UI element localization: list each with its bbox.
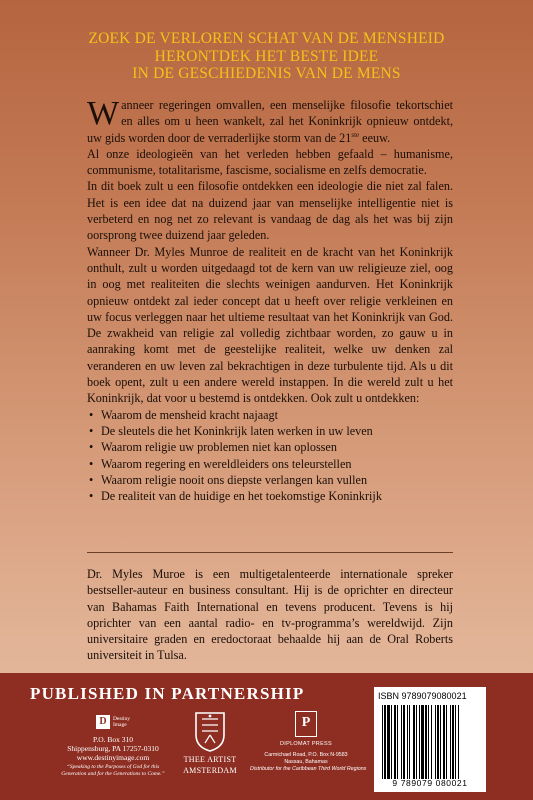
list-item: • Waarom regering en wereldleiders ons teleurstellen bbox=[87, 456, 453, 472]
diplomat-address-line-1: Carmichael Road, P.O. Box N-9583 bbox=[264, 752, 348, 758]
list-item: • Waarom de mensheid kracht najaagt bbox=[87, 407, 453, 423]
thee-artist-name-line-2: AMSTERDAM bbox=[183, 766, 237, 775]
thee-artist-name-line-1: THEE ARTIST bbox=[183, 755, 237, 764]
list-item: • De sleutels die het Koninkrijk laten werken in uw leven bbox=[87, 423, 453, 439]
headline bbox=[0, 30, 533, 83]
isbn-barcode-box bbox=[374, 687, 486, 792]
destiny-website: www.destinyimage.com bbox=[76, 753, 150, 762]
blurb-p1-end: eeuw. bbox=[359, 130, 391, 145]
destiny-image-mark: D bbox=[96, 715, 110, 729]
diplomat-press-publisher bbox=[250, 711, 367, 772]
destiny-address-line-1: P.O. Box 310 bbox=[92, 735, 133, 744]
destiny-image-publisher bbox=[58, 715, 168, 777]
list-item: • Waarom religie uw problemen niet kan oplossen bbox=[87, 439, 453, 455]
blurb-paragraph-1 bbox=[87, 97, 453, 146]
blurb-paragraph-4: Wanneer Dr. Myles Munroe de realiteit en de kracht van het Koninkrijk onthult, zult u worden uitgedaagd tot de kern van uw religieuze ziel, oog in oog met realiteiten die slechts weinigen aandurven. Het Koninkrijk opnieuw ontdekt zal ieder concept dat u heeft over religie verkleinen en uw focus verleggen naar het ultieme resultaat van het Koninkrijk van God. De zwakheid van religie zal volledig zichtbaar worden, zo gauw u in aanraking komt met de geestelijke realiteit, welke uw denken zal veranderen en uw leven zal bekrachtigen in deze turbulente tijd. Als u dit boek opent, zult u een andere wereld instappen. In die wereld zult u het Koninkrijk, dat voor u bestemd is ontdekken. Ook zult u ontdekken: bbox=[87, 244, 453, 406]
author-bio: Dr. Myles Muroe is een multigetalenteerde internationale spreker bestseller-auteur en business consultant. Hij is de oprichter en directeur van Bahamas Faith International en tevens producent. Tevens is hij oprichter van een aantal radio- en tv-programma’s wereldwijd. Zijn universitaire graden en eredoctoraat behaalde hij aan de Oral Roberts universiteit in Tulsa. bbox=[87, 567, 453, 663]
blurb-paragraph-2: Al onze ideologieën van het verleden hebben gefaald – humanisme, communisme, totalitarisme, fascisme, socialisme en zelfs democratie. bbox=[87, 146, 453, 178]
publisher-footer bbox=[0, 673, 533, 800]
isbn-digits: 9 789079 080021 bbox=[392, 778, 468, 788]
destiny-address-line-2: Shippensburg, PA 17257-0310 bbox=[67, 744, 159, 753]
destiny-brand-line-1: Destiny bbox=[112, 716, 131, 722]
blurb-body bbox=[87, 97, 453, 504]
section-divider bbox=[87, 552, 453, 553]
isbn-label: ISBN 9789079080021 bbox=[378, 691, 467, 701]
destiny-address bbox=[58, 735, 168, 762]
blurb-paragraph-3: In dit boek zult u een filosofie ontdekken een ideologie die niet zal falen. Het is een idee dat na duizend jaar van menselijke intelligentie niet is verbeterd en nog net zo relevant is vandaag de dag als het was bij zijn oorsprong twee duizend jaar geleden. bbox=[87, 179, 453, 243]
destiny-brand-line-2: Image bbox=[112, 722, 127, 728]
list-item: • De realiteit van de huidige en het toekomstige Koninkrijk bbox=[87, 488, 453, 504]
diplomat-address-line-2: Nassau, Bahamas bbox=[284, 758, 328, 765]
destiny-quote: “Speaking to the Purposes of God for this Generation and for the Generations to Come.” bbox=[61, 764, 165, 777]
discovery-list bbox=[87, 407, 453, 505]
headline-line-3: IN DE GESCHIEDENIS VAN DE MENS bbox=[132, 65, 401, 82]
thee-artist-crest-icon bbox=[192, 709, 228, 753]
barcode-icon bbox=[380, 705, 480, 779]
destiny-image-logo bbox=[58, 715, 168, 729]
century-superscript: ste bbox=[351, 130, 360, 139]
thee-artist-publisher bbox=[180, 709, 240, 775]
diplomat-press-logo: P bbox=[295, 711, 317, 737]
headline-line-1: ZOEK DE VERLOREN SCHAT VAN DE MENSHEID bbox=[88, 30, 445, 47]
blurb-p1-text: anneer regeringen omvallen, een menselijke filosofie tekortschiet en alles om u heen wankelt, zal het Koninkrijk opnieuw ontdekt, uw gids worden door de verraderlijke storm van de 21 bbox=[87, 98, 453, 145]
drop-cap: W bbox=[87, 95, 120, 132]
published-in-partnership-title: PUBLISHED IN PARTNERSHIP bbox=[30, 684, 305, 703]
destiny-image-brand bbox=[113, 716, 130, 728]
diplomat-address-line-3: Distributor for the Caribbean Third World Regions bbox=[250, 765, 367, 772]
diplomat-press-address bbox=[250, 752, 367, 772]
list-item: • Waarom religie nooit ons diepste verlangen kan vullen bbox=[87, 472, 453, 488]
diplomat-press-name: DIPLOMAT PRESS bbox=[280, 741, 332, 747]
headline-line-2: HERONTDEK HET BESTE IDEE bbox=[154, 47, 379, 65]
